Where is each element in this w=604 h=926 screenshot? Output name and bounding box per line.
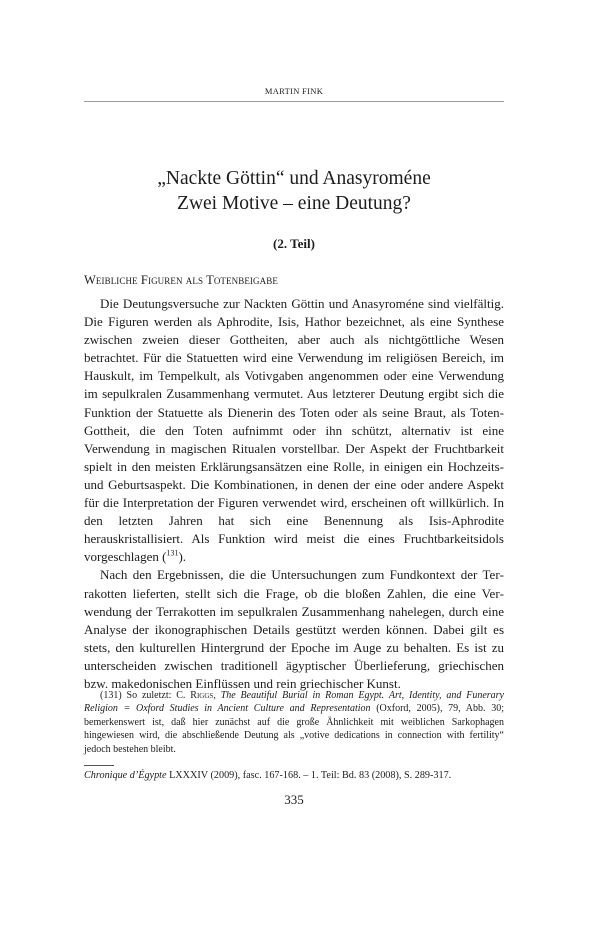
footnote-book-title: The Beautiful Burial in Roman Egypt. Art, Identity, and Funerary Religion = Oxford Studies in Ancient Culture and Representation [84,690,504,715]
article-subtitle: (2. Teil) [273,236,315,251]
header-rule [84,101,504,102]
footnote-sep: , [213,690,221,701]
title-line-2: Zwei Motive – eine Deutung? [177,193,411,214]
footnote-lead: (131) So zuletzt: C. [100,690,191,701]
running-head: MARTIN FINK [264,86,324,96]
section-heading: Weibliche Figuren als Totenbeigabe [84,273,278,287]
footnote-131 [84,689,504,756]
article-title [84,166,504,216]
footnote-author: Riggs [190,690,214,701]
page-number: 335 [284,792,304,807]
paragraph-1 [84,295,504,566]
paragraph-1-end: ). [178,549,187,565]
journal-details: LXXXIV (2009), fasc. 167-168. – 1. Teil: Bd. 83 (2008), S. 289-317. [166,770,452,781]
footnote-rule [84,765,114,766]
paragraph-1-text: Die Deutungsversuche zur Nackten Göttin und Anasyroméne sind vielfältig. Die Figuren werden als Aphrodite, Isis, Hathor bezeichnet, als eine Synthese zwischen zweien dieser Gottheiten, aber auch als nichtgöttliche Wesen betrachtet. Für die Statuetten wird eine Verwendung im religiösen Bereich, im Hauskult, im Tempelkult, als Votivgaben angenommen oder eine Verwendung im sepulkralen Zusammenhang vermutet. Aus letzterer Deutung ergibt sich die Funktion der Statuette als Dienerin des Toten oder als seine Braut, als Toten-Gottheit, die den Toten aufnimmt oder ihn schützt, alternativ ist eine Verwendung in magischen Ritualen vorstellbar. Der Aspekt der Fruchtbarkeit spielt in den meisten Erklärungsansätzen eine Rolle, in einigen ein Hochzeits- und Geburtsaspekt. Die Kombinationen, in denen der eine oder andere Aspekt für die Interpretation der Figuren verwendet wird, erscheinen oft willkürlich. In den letzten Jahren hat sich eine Benennung als Isis-Aphrodite herauskristallisiert. Als Funktion wird meist die eines Fruchtbarkeitsidols vorgeschlagen ( [84,296,504,565]
footnote-reference[interactable]: 131 [166,548,179,558]
title-line-1: „Nackte Göttin“ und Anasyroméne [157,168,431,189]
paragraph-2: Nach den Ergebnissen, die die Untersuchungen zum Fundkontext der Terrakotten lieferten, stellt sich die Frage, ob die bloßen Zahlen, die eine Verwendung der Terrakotten im sepulkralen Zusammenhang nahelegen, durch eine Analyse der ikonographischen Details gestützt werden können. Dabei gilt es stets, den kulturellen Hintergrund der Epoche im Auge zu behalten. Es ist zu unterscheiden zwischen traditionell ägyptischer Überlieferung, griechischen bzw. makedonischen Einflüssen und rein griechischer Kunst. [84,567,504,691]
footnote-rest: (Oxford, 2005), 79, Abb. 30; bemerkenswert ist, daß hier zunächst auf die große Ähnlichkeit mit weiblichen Sarkophagen hingewiesen wird, die abschließende Deutung als „votive dedications in connection with fertility“ jedoch bestehen bleibt. [84,703,504,755]
journal-name: Chronique d’Égypte [84,770,167,781]
body-text [84,295,504,693]
journal-citation [84,770,504,781]
